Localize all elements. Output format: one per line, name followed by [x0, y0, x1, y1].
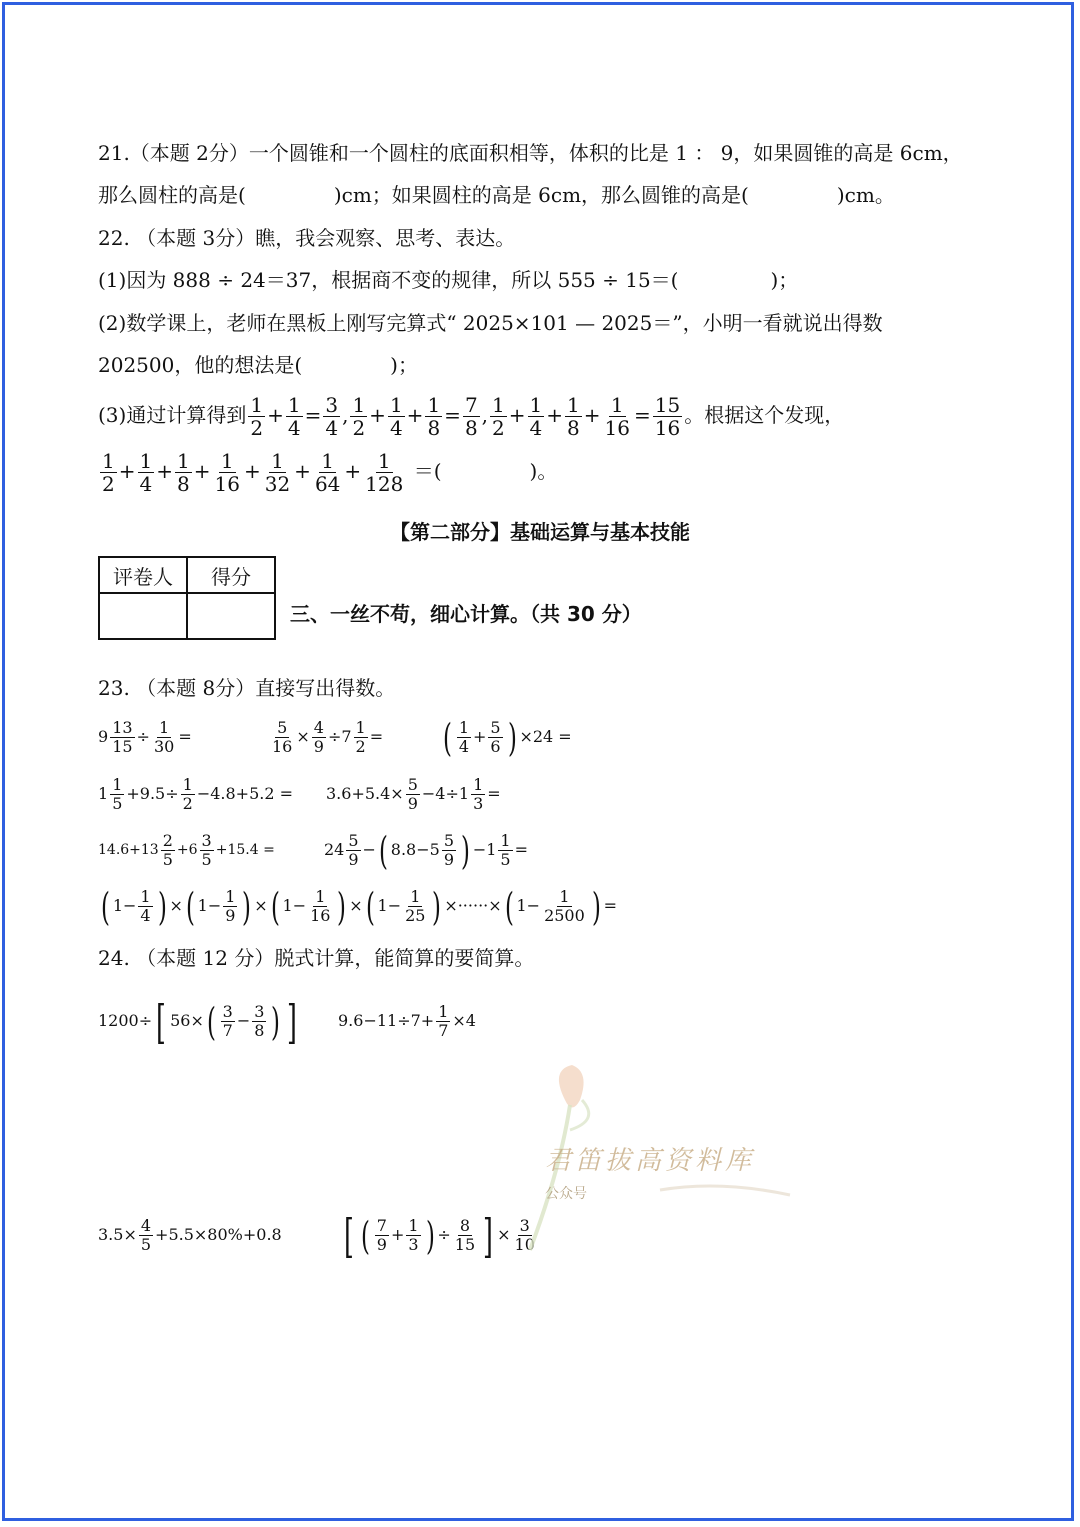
watermark-text: 君笛拔高资料库: [545, 1146, 756, 1176]
q22-part3-line1: (3)通过计算得到 $\frac{1}{2}$ + $\frac{1}{4}$ = $\frac{3}{4}$ , $\frac{1}{2}$ + $\frac{1}{4}$ + $\frac{1}{8}$ = $\frac{7}{8}$ , $\frac{1}{2}$ + $\frac{1}{4}$ + $\frac{1}{8}$ + $\frac{1}{16}$ = $\frac{15}{16}$ 。根据这个发现，: [98, 393, 845, 440]
q22-p2-text: 202500，他的想法是(: [98, 353, 303, 377]
expr-23-6: 14.6+13 $\frac{2}{5}$ +6 $\frac{3}{5}$ +15.4 =: [98, 830, 275, 869]
expr-23-4: 1 $\frac{1}{5}$ +9.5÷ $\frac{1}{2}$ −4.8+5.2 =: [98, 775, 294, 813]
q24-title: 24. （本题 12 分）脱式计算，能简算的要简算。: [98, 946, 535, 970]
grader-header: 评卷人: [99, 557, 187, 593]
expr-24-2: 9.6−11÷7+ $\frac{1}{7}$ ×4: [338, 1002, 476, 1040]
q21-line2: [98, 182, 895, 208]
q23-title: 23. （本题 8分）直接写出得数。: [98, 676, 396, 700]
grader-table: [98, 556, 276, 640]
grader-cell[interactable]: [99, 593, 187, 639]
q22-part2-line2: [98, 352, 418, 378]
expr-23-8: ( 1− $\frac{1}{4}$ ) ×( 1− $\frac{1}{9}$ ) ×( 1− $\frac{1}{16}$ ) ×( 1− $\frac{1}{25}$ ) ×······×( 1− $\frac{1}{2500}$ ) =: [100, 884, 618, 929]
q22-p3-after: 。根据这个发现，: [684, 403, 845, 427]
expr-23-5: 3.6+5.4× $\frac{5}{9}$ −4÷1 $\frac{1}{3}$ =: [326, 775, 501, 813]
q22-p3-eq: ＝(: [413, 459, 442, 483]
q22-p2-end: )；: [390, 353, 418, 377]
expr-23-3: ( $\frac{1}{4}$ + $\frac{5}{6}$ ) ×24 =: [442, 715, 572, 760]
section-title: 【第二部分】基础运算与基本技能: [390, 520, 690, 544]
q22-part3-line2: $\frac{1}{2}$ + $\frac{1}{4}$ + $\frac{1}{8}$ + $\frac{1}{16}$ + $\frac{1}{32}$ + $\frac{1}{64}$ + $\frac{1}{128}$ ＝( )。: [102, 449, 558, 496]
expr-24-1: 1200÷[ 56×( $\frac{3}{7}$ − $\frac{3}{8}$ ) ]: [98, 994, 298, 1049]
part3-title: 三、一丝不苟，细心计算。（共 30 分）: [290, 602, 642, 626]
q22-part1: [98, 267, 798, 293]
q22-p1-text: (1)因为 888 ÷ 24＝37，根据商不变的规律，所以 555 ÷ 15＝(: [98, 268, 679, 292]
q22-p3-close: )。: [529, 459, 558, 483]
expr-23-2: $\frac{5}{16}$ × $\frac{4}{9}$ ÷7 $\frac{1}{2}$ =: [272, 718, 384, 756]
watermark-subtext: 公众号: [545, 1186, 587, 1202]
q21-text-b: )cm；如果圆柱的高是 6cm，那么圆锥的高是(: [333, 183, 749, 207]
score-header: 得分: [187, 557, 275, 593]
q22-part2-line1: (2)数学课上，老师在黑板上刚写完算式“ 2025×101 — 2025＝”，小明一看就说出得数: [98, 311, 883, 335]
expr-23-1: 9 $\frac{13}{15}$ ÷ $\frac{1}{30}$ =: [98, 718, 192, 756]
expr-23-7: 24 $\frac{5}{9}$ −( 8.8−5 $\frac{5}{9}$ ) −1 $\frac{1}{5}$ =: [324, 828, 529, 873]
q22-p3-text: (3)通过计算得到: [98, 403, 247, 427]
q21-text-c: )cm。: [836, 183, 895, 207]
q21-line1: 21.（本题 2分）一个圆锥和一个圆柱的底面积相等，体积的比是 1 ： 9，如果圆锥的高是 6cm，: [98, 141, 963, 165]
q22-title: 22. （本题 3分）瞧，我会观察、思考、表达。: [98, 226, 516, 250]
score-cell[interactable]: [187, 593, 275, 639]
expr-24-3: 3.5× $\frac{4}{5}$ +5.5×80%+0.8: [98, 1216, 282, 1254]
expr-24-4: [ ( $\frac{7}{9}$ + $\frac{1}{3}$ ) ÷ $\frac{8}{15}$ ] × $\frac{3}{10}$: [344, 1208, 535, 1263]
q22-p1-end: )；: [770, 268, 799, 292]
q21-text-a: 那么圆柱的高是(: [98, 183, 246, 207]
